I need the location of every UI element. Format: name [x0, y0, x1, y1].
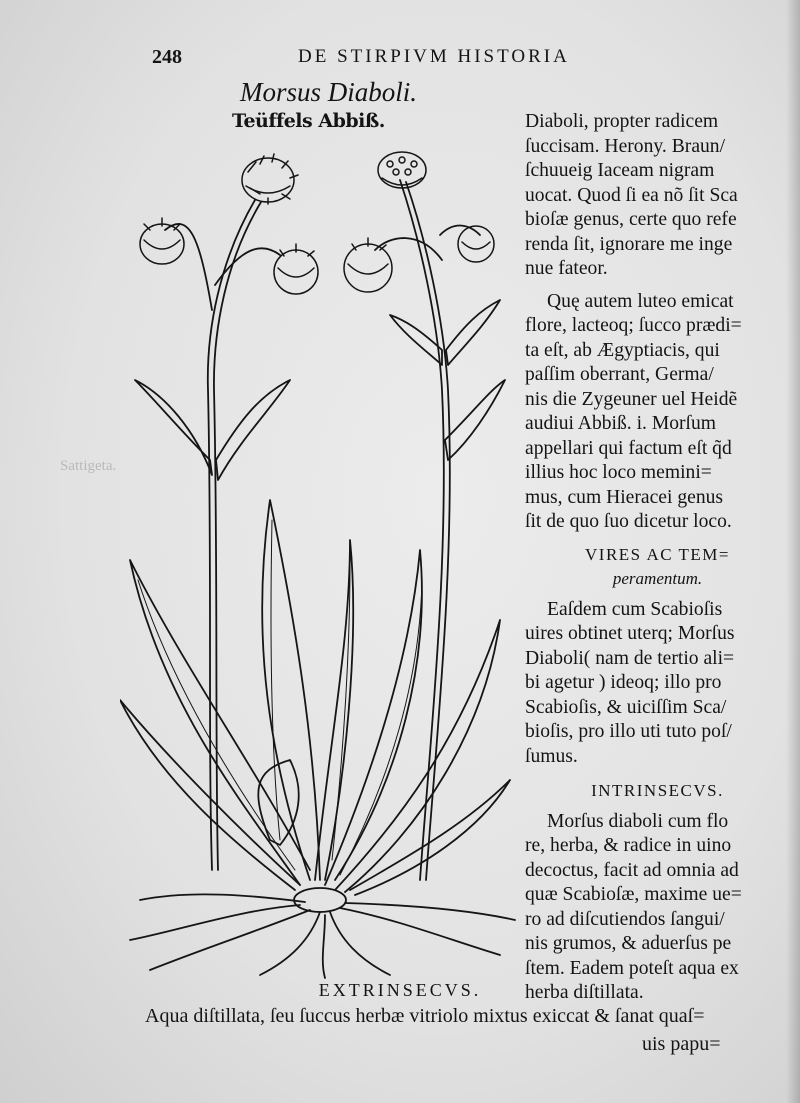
flower-head-4 — [378, 152, 426, 188]
running-head: DE STIRPIVM HISTORIA — [298, 46, 570, 67]
plant-german-name: Teüffels Abbiß. — [232, 110, 385, 132]
text-line: re, herba, & radice in uino — [525, 835, 732, 856]
text-line: Morſus diaboli cum flo — [547, 810, 729, 832]
text-line: uocat. Quod ſi ea nõ ſit Sca — [525, 184, 738, 206]
plant-woodcut-illustration — [120, 140, 520, 980]
section-heading-extrinsecus: EXTRINSECVS. — [318, 980, 482, 1000]
text-line: ſumus. — [525, 745, 578, 767]
text-line: Aqua diſtillata, ſeu ſuccus herbæ vitriolo mixtus exiccat & ſanat quaſ= — [145, 1005, 705, 1027]
text-line: ſchuueig Iaceam nigram — [525, 160, 715, 181]
section-vires — [525, 543, 790, 770]
section-intrinsecus — [525, 779, 790, 1006]
section-heading: INTRINSECVS. — [591, 781, 724, 800]
page-edge-shadow — [786, 0, 800, 1103]
text-line: nis die Zygeuner uel Heidẽ — [525, 388, 738, 410]
text-line: nis grumos, & aduerſus pe — [525, 933, 732, 954]
text-line: mus, cum Hieracei genus — [525, 486, 724, 508]
text-line: quæ Scabioſæ, maxime ue= — [525, 884, 742, 905]
page-number: 248 — [152, 46, 182, 68]
text-line: decoctus, facit ad omnia ad — [525, 859, 739, 881]
text-line: Quę autem luteo emicat — [547, 290, 734, 312]
text-line: Eaſdem cum Scabioſis — [547, 598, 723, 620]
text-line: paſſim oberrant, Germa/ — [525, 364, 714, 385]
text-line: Diaboli, propter radicem — [525, 111, 719, 132]
text-line: bioſæ genus, certe quo refe — [525, 209, 737, 230]
section-heading: VIRES AC TEM= — [585, 544, 730, 564]
text-line: nue fateor. — [525, 258, 608, 279]
text-line: ſuccisam. Herony. Braun/ — [525, 135, 726, 157]
text-line: ſtem. Eadem poteſt aqua ex — [525, 957, 739, 979]
plant-title: Morsus Diaboli. — [240, 77, 418, 107]
text-line: flore, lacteoq; ſucco prædi= — [525, 315, 742, 336]
flower-head-3 — [274, 244, 318, 294]
text-line: bi agetur ) ideoq; illo pro — [525, 672, 722, 693]
show-through-text: Sattigeta. — [60, 458, 117, 474]
section-subheading: peramentum. — [612, 569, 703, 588]
paragraph-1 — [525, 110, 790, 282]
text-line: audiui Abbiß. i. Morſum — [525, 413, 717, 434]
flower-head-1 — [242, 154, 298, 204]
text-column — [525, 110, 790, 1006]
flower-head-5 — [344, 238, 392, 292]
text-line: herba diſtillata. — [525, 982, 644, 1003]
text-line: Scabioſis, & uiciſſim Sca/ — [525, 696, 727, 718]
text-line: renda ſit, ignorare me inge — [525, 233, 733, 255]
text-line: illius hoc loco memini= — [525, 462, 712, 483]
flower-head-2 — [140, 218, 184, 264]
text-line: appellari qui factum eſt q̃d — [525, 437, 732, 459]
text-line: bioſis, pro illo uti tuto poſ/ — [525, 721, 732, 742]
text-line: ta eſt, ab Ægyptiacis, qui — [525, 339, 720, 361]
text-line: Diaboli( nam de tertio ali= — [525, 647, 735, 669]
text-line: ſit de quo ſuo dicetur loco. — [525, 511, 732, 532]
text-line: uires obtinet uterq; Morſus — [525, 623, 735, 644]
text-line: ro ad diſcutiendos ſangui/ — [525, 908, 725, 930]
page-header — [0, 40, 800, 70]
paragraph-2 — [525, 290, 790, 535]
text-line: uis papu= — [642, 1033, 721, 1055]
